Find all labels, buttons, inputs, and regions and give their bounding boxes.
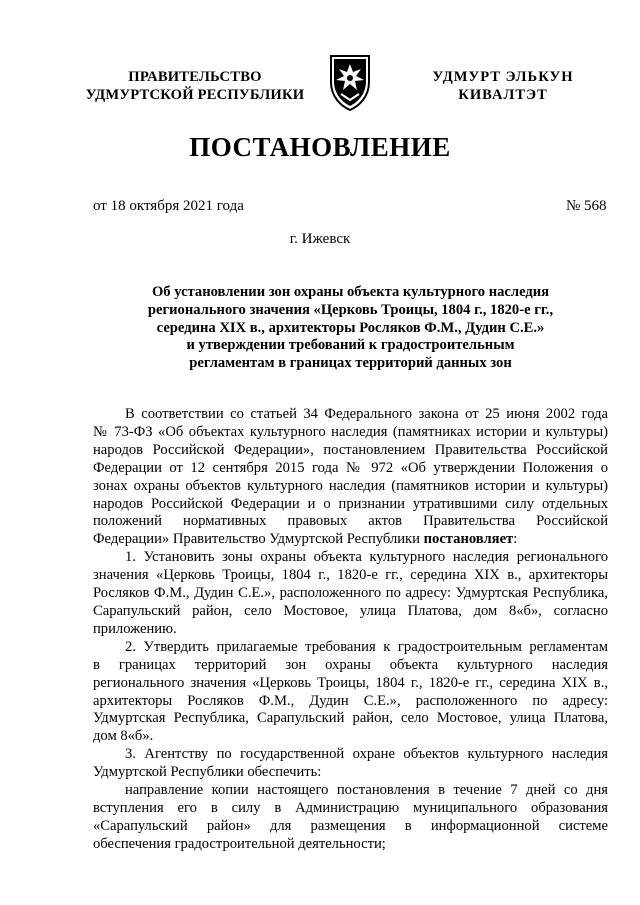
document-body bbox=[93, 406, 608, 854]
text-line: регионального значения «Церковь Троицы, 1804 г., 1820-е гг., середина XIX в., bbox=[93, 674, 608, 691]
text-line: Федерации от 12 сентября 2015 года № 972 «Об утверждении Положения о bbox=[93, 459, 608, 476]
text-line: зонах охраны объектов культурного наследия (памятников истории и культуры) bbox=[93, 477, 608, 494]
udmurt-coat-of-arms-icon bbox=[327, 52, 373, 112]
text-line: народов Российской Федерации», постановлением Правительства Российской bbox=[93, 441, 608, 458]
text-line: «Сарапульский район» для размещения в информационной системе bbox=[93, 817, 608, 834]
text-line: 2. Утвердить прилагаемые требования к градостроительным регламентам bbox=[125, 638, 608, 655]
text-line: В соответствии со статьей 34 Федерального закона от 25 июня 2002 года bbox=[125, 406, 608, 422]
text-line: народов Российской Федерации и о признании утратившими силу отдельных bbox=[93, 495, 608, 512]
text-line: архитекторы Росляков Ф.М., Дудин С.Е.», расположенного по адресу: bbox=[93, 692, 608, 709]
text-line: приложению. bbox=[93, 620, 177, 637]
document-date: от 18 октября 2021 года bbox=[93, 198, 244, 214]
text-line: вступления его в силу в Администрацию муниципального образования bbox=[93, 799, 608, 816]
subject-line: середина XIX в., архитекторы Росляков Ф.М., Дудин С.Е.» bbox=[156, 319, 545, 336]
preamble-ending: Федерации» Правительство Удмуртской Республики bbox=[93, 531, 424, 548]
issuer-udmurt-line-2: КИВАЛТЭТ bbox=[458, 87, 548, 103]
subject-line: регионального значения «Церковь Троицы, 1804 г., 1820-е гг., bbox=[147, 301, 554, 318]
text-line: 1. Установить зоны охраны объекта культурного наследия регионального bbox=[125, 549, 608, 566]
paragraph-item-3-subitem bbox=[93, 782, 608, 854]
paragraph-item-2 bbox=[93, 639, 608, 746]
subject-line: регламентам в границах территорий данных зон bbox=[189, 355, 512, 372]
text-line: Сарапульский район, село Мостовое, улица Платова, дом 8«б», согласно bbox=[93, 602, 608, 619]
issuer-name-russian bbox=[60, 68, 330, 104]
text-line bbox=[93, 531, 608, 549]
subject-line: и утверждении требований к градостроительным bbox=[186, 337, 515, 354]
document-city: г. Ижевск bbox=[289, 231, 351, 247]
text-line: дом 8«б». bbox=[93, 728, 154, 745]
text-line: значения «Церковь Троицы, 1804 г., 1820-е гг., середина XIX в., архитекторы bbox=[93, 567, 608, 584]
text-line: № 73-ФЗ «Об объектах культурного наследия (памятниках истории и культуры) bbox=[93, 423, 608, 440]
subject-line: Об установлении зон охраны объекта культурного наследия bbox=[151, 284, 550, 300]
resolution-keyword: постановляет bbox=[423, 531, 514, 548]
document-subject bbox=[93, 284, 608, 373]
paragraph-item-1 bbox=[93, 549, 608, 639]
issuer-line-2: УДМУРТСКОЙ РЕСПУБЛИКИ bbox=[85, 87, 305, 103]
text-line: 3. Агентству по государственной охране объектов культурного наследия bbox=[125, 746, 608, 763]
text-line: Удмуртской Республики обеспечить: bbox=[93, 764, 322, 781]
issuer-name-udmurt bbox=[398, 68, 608, 104]
issuer-line-1: ПРАВИТЕЛЬСТВО bbox=[128, 69, 262, 85]
issuer-udmurt-line-1: УДМУРТ ЭЛЬКУН bbox=[432, 69, 574, 85]
preamble-colon: : bbox=[513, 531, 518, 548]
paragraph-preamble bbox=[93, 406, 608, 549]
text-line: положений нормативных правовых актов Правительства Российской bbox=[93, 513, 608, 530]
text-line: Удмуртская Республика, Сарапульский район, село Мостовое, улица Платова, bbox=[93, 710, 608, 727]
text-line: направление копии настоящего постановления в течение 7 дней со дня bbox=[125, 782, 608, 799]
document-number: № 568 bbox=[566, 198, 607, 214]
document-title: ПОСТАНОВЛЕНИЕ bbox=[189, 132, 451, 162]
text-line: в границах территорий зон охраны объекта культурного наследия bbox=[93, 656, 608, 673]
paragraph-item-3 bbox=[93, 746, 608, 782]
text-line: Росляков Ф.М., Дудин С.Е.», расположенного по адресу: Удмуртская Республика, bbox=[93, 585, 608, 602]
text-line: обеспечения градостроительной деятельности; bbox=[93, 835, 386, 852]
